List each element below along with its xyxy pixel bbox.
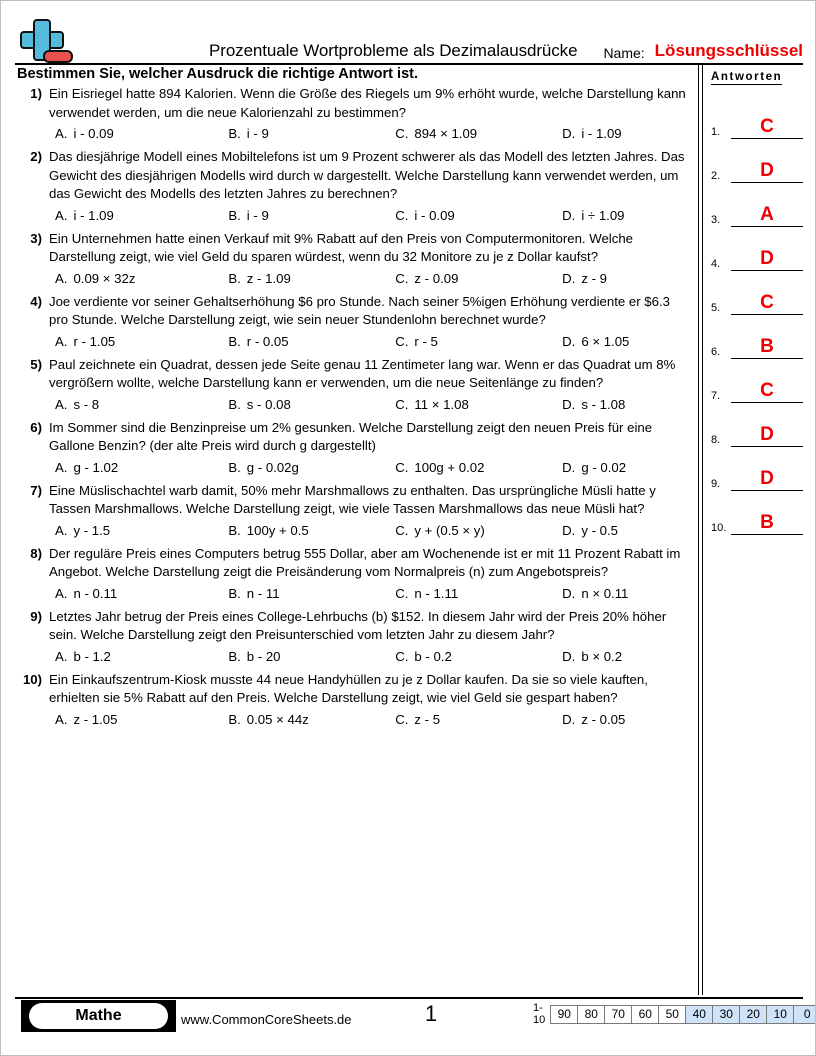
question-number: 10) <box>22 671 42 687</box>
question-body <box>49 85 691 146</box>
name-value: Lösungsschlüssel <box>654 41 803 60</box>
answer-row <box>711 403 803 447</box>
grading-scale-label: 1-10 <box>533 1002 546 1026</box>
answer-choice-letter: C. <box>395 648 409 664</box>
answer-row-value[interactable]: D <box>731 469 803 491</box>
question-number: 6) <box>30 419 42 435</box>
answer-choice-letter: A. <box>55 270 68 286</box>
subject-badge-label: Mathe <box>29 1003 168 1029</box>
answer-choice-value: s - 8 <box>73 396 100 412</box>
answer-row-value[interactable]: C <box>731 117 803 139</box>
answer-choice[interactable] <box>49 459 222 477</box>
answer-choice-letter: B. <box>228 270 241 286</box>
answer-choice[interactable] <box>556 207 691 225</box>
answer-choice-letter: D. <box>562 459 576 475</box>
question-text: Das diesjährige Modell eines Mobiltelefons ist um 9 Prozent schwerer als das Modell des letzten Jahres. Das Gewicht des diesjährigen Modells wird durch w dargestellt. Welche Darstellung kann verwendet werden, um das Gewicht des Modells des letzten Jahres zu berechnen? <box>49 149 685 201</box>
answer-choice[interactable] <box>556 270 691 288</box>
answer-choice[interactable] <box>49 648 222 666</box>
question-text: Joe verdiente vor seiner Gehaltserhöhung $6 pro Stunde. Nach seiner 5%igen Erhöhung verdiente er $6.3 pro Stunde. Welche Darstellung zeigt, wie sein neuer Stundenlohn berechnet wurde? <box>49 293 670 327</box>
answer-choice[interactable] <box>222 270 389 288</box>
answer-row <box>711 315 803 359</box>
grading-scale-boxes <box>550 1005 816 1024</box>
answer-choice[interactable] <box>556 125 691 143</box>
answer-choice-letter: C. <box>395 207 409 223</box>
answer-choice-letter: D. <box>562 207 576 223</box>
question-text: Ein Eisriegel hatte 894 Kalorien. Wenn die Größe des Riegels um 9% erhöht wurde, welche Darstellung kann verwendet werden, um die neue Kalorienzahl zu bestimmen? <box>49 86 686 120</box>
answer-choice-value: z - 0.05 <box>581 711 626 727</box>
answer-choice-value: b - 20 <box>246 648 281 664</box>
question-number: 5) <box>30 356 42 372</box>
answer-row-value[interactable]: C <box>731 293 803 315</box>
answer-choice[interactable] <box>49 333 222 351</box>
answer-choice[interactable] <box>556 711 691 729</box>
answer-choice[interactable] <box>49 585 222 603</box>
worksheet-header <box>15 17 803 69</box>
question-item <box>15 356 691 417</box>
answer-choice-letter: B. <box>228 711 241 727</box>
page-number: 1 <box>424 1001 438 1026</box>
answer-choice[interactable] <box>389 125 556 143</box>
answer-choice[interactable] <box>222 396 389 414</box>
answer-choice-value: z - 0.09 <box>414 270 459 286</box>
answer-row-number: 8. <box>711 434 721 446</box>
answer-choice-letter: A. <box>55 711 68 727</box>
grading-scale-box: 0 <box>794 1006 816 1023</box>
answer-choice-value: 100y + 0.5 <box>246 522 309 538</box>
answer-choice-letter: C. <box>395 585 409 601</box>
question-number: 9) <box>30 608 42 624</box>
answer-row-number: 2. <box>711 170 721 182</box>
answer-choice[interactable] <box>222 648 389 666</box>
answer-choice-value: s - 1.08 <box>581 396 626 412</box>
answer-choice-value: g - 1.02 <box>73 459 119 475</box>
answer-choice-value: z - 5 <box>414 711 441 727</box>
answer-choice-value: z - 1.05 <box>73 711 118 727</box>
subject-badge <box>21 1000 176 1032</box>
answer-choice-letter: B. <box>228 522 241 538</box>
answer-choice-letter: D. <box>562 522 576 538</box>
answer-choice-value: i - 0.09 <box>414 207 455 223</box>
question-number: 7) <box>30 482 42 498</box>
answer-row-number: 1. <box>711 126 721 138</box>
answer-choice-letter: C. <box>395 459 409 475</box>
answer-choice-letter: C. <box>395 711 409 727</box>
answer-choice[interactable] <box>556 585 691 603</box>
answer-row-number: 6. <box>711 346 721 358</box>
question-item <box>15 608 691 669</box>
grading-scale-box: 60 <box>632 1006 659 1023</box>
grading-scale-box: 80 <box>578 1006 605 1023</box>
answer-choice-letter: B. <box>228 207 241 223</box>
answer-choice-letter: A. <box>55 396 68 412</box>
question-item <box>15 230 691 291</box>
answer-choice[interactable] <box>389 648 556 666</box>
grading-scale-box: 20 <box>740 1006 767 1023</box>
answer-row <box>711 95 803 139</box>
question-body <box>49 419 691 480</box>
answer-row-value[interactable]: B <box>731 513 803 535</box>
question-body <box>49 230 691 291</box>
answer-row-value[interactable]: D <box>731 249 803 271</box>
footer-divider-rule <box>15 997 803 999</box>
answer-row-value[interactable]: A <box>731 205 803 227</box>
answer-choice[interactable] <box>222 585 389 603</box>
answer-choice-letter: D. <box>562 585 576 601</box>
answer-choice[interactable] <box>556 333 691 351</box>
answer-choice-value: i - 9 <box>246 207 269 223</box>
answer-choice-value: z - 1.09 <box>246 270 291 286</box>
answer-choice[interactable] <box>49 125 222 143</box>
answer-column-divider <box>698 65 704 995</box>
answer-choice-value: z - 9 <box>581 270 607 286</box>
answer-choice-value: 0.05 × 44z <box>246 711 309 727</box>
question-item <box>15 671 691 732</box>
grading-scale-box: 40 <box>686 1006 713 1023</box>
answer-row-number: 10. <box>711 522 727 534</box>
choice-row <box>49 459 691 477</box>
grading-scale-box: 50 <box>659 1006 686 1023</box>
answer-choice[interactable] <box>49 396 222 414</box>
grading-scale-box: 90 <box>551 1006 578 1023</box>
question-item <box>15 545 691 606</box>
choice-row <box>49 396 691 414</box>
answer-choice[interactable] <box>556 522 691 540</box>
name-label: Name: <box>603 45 645 61</box>
question-text: Letztes Jahr betrug der Preis eines College-Lehrbuchs (b) $152. In diesem Jahr wird der Preis 20% höher sein. Welche Darstellung zeigt den Preisunterschied vom letzten Jahr zu diesem Jahr? <box>49 608 667 642</box>
question-body <box>49 608 691 669</box>
answer-choice-letter: D. <box>562 648 576 664</box>
answer-choice-value: s - 0.08 <box>246 396 291 412</box>
question-item <box>15 419 691 480</box>
directions-text: Bestimmen Sie, welcher Ausdruck die richtige Antwort ist. <box>17 66 418 82</box>
answer-choice[interactable] <box>222 333 389 351</box>
answer-choice-letter: D. <box>562 711 576 727</box>
question-number: 1) <box>30 86 42 101</box>
answer-choice-letter: D. <box>562 396 576 412</box>
answer-choice-value: n - 0.11 <box>73 585 118 601</box>
question-item <box>15 482 691 543</box>
question-text: Der reguläre Preis eines Computers betrug 555 Dollar, aber am Wochenende ist er mit 11 Prozent Rabatt im Angebot. Welche Darstellung zeigt die Preisänderung vom Normalpreis (n) zum Angebotspreis? <box>49 545 681 579</box>
question-text: Im Sommer sind die Benzinpreise um 2% gesunken. Welche Darstellung zeigt den neuen Preis für eine Gallone Benzin? (der alte Preis wird durch g dargestellt) <box>49 419 653 453</box>
answer-choice[interactable] <box>389 711 556 729</box>
page-title: Prozentuale Wortprobleme als Dezimalausdrücke <box>209 41 578 60</box>
question-number: 2) <box>30 149 42 164</box>
answer-row <box>711 139 803 183</box>
answer-choice-letter: D. <box>562 270 576 286</box>
answer-choice-value: 0.09 × 32z <box>73 270 136 286</box>
grading-scale-box: 30 <box>713 1006 740 1023</box>
answer-choice-letter: A. <box>55 522 68 538</box>
answer-choice[interactable] <box>389 207 556 225</box>
answer-choice[interactable] <box>556 648 691 666</box>
answer-row <box>711 447 803 491</box>
answer-choice-value: 894 × 1.09 <box>414 126 478 141</box>
answer-choice-value: y + (0.5 × y) <box>414 522 485 538</box>
answer-row <box>711 491 803 535</box>
answer-choice-value: n - 1.11 <box>414 585 459 601</box>
choice-row <box>49 711 691 729</box>
question-body <box>49 293 691 354</box>
answer-choice-letter: A. <box>55 648 68 664</box>
question-number: 3) <box>30 230 42 246</box>
answer-choice-value: y - 1.5 <box>73 522 111 538</box>
answer-row-value[interactable]: B <box>731 337 803 359</box>
question-item <box>15 85 691 146</box>
answer-choice-value: b - 1.2 <box>73 648 111 664</box>
answer-row <box>711 359 803 403</box>
question-list <box>15 85 691 734</box>
header-divider-rule <box>15 63 803 65</box>
grading-scale-box: 10 <box>767 1006 794 1023</box>
answer-choice[interactable] <box>222 711 389 729</box>
answer-choice-letter: A. <box>55 585 68 601</box>
answer-choice-value: 11 × 1.08 <box>414 396 469 412</box>
answer-column-heading: Antworten <box>711 71 783 83</box>
answer-choice-value: i - 0.09 <box>73 126 114 141</box>
answer-choice-value: r - 0.05 <box>246 333 289 349</box>
answer-row <box>711 271 803 315</box>
question-text: Paul zeichnete ein Quadrat, dessen jede Seite genau 11 Zentimeter lang war. Wenn er das Quadrat um 8% vergrößern wollte, welche Darstellung kann er verwenden, um die neue Seitenlänge zu finden? <box>49 356 676 390</box>
choice-row <box>49 270 691 288</box>
answer-choice-value: r - 5 <box>414 333 438 349</box>
answer-choice-letter: C. <box>395 126 409 141</box>
choice-row <box>49 585 691 603</box>
answer-choice-letter: C. <box>395 522 409 538</box>
answer-key-column <box>711 67 803 535</box>
answer-choice-letter: B. <box>228 333 241 349</box>
answer-choice[interactable] <box>389 522 556 540</box>
answer-row-number: 3. <box>711 214 721 226</box>
answer-choice-value: i - 1.09 <box>73 207 114 223</box>
question-number: 8) <box>30 545 42 561</box>
question-body <box>49 482 691 543</box>
answer-choice-letter: C. <box>395 270 409 286</box>
plus-minus-icon <box>15 17 79 67</box>
answer-row-value[interactable]: D <box>731 425 803 447</box>
answer-choice-letter: D. <box>562 333 576 349</box>
answer-choice[interactable] <box>556 459 691 477</box>
answer-choice-letter: A. <box>55 126 68 141</box>
answer-choice[interactable] <box>222 207 389 225</box>
question-item <box>15 293 691 354</box>
answer-choice[interactable] <box>389 585 556 603</box>
answer-choice[interactable] <box>389 333 556 351</box>
answer-choice[interactable] <box>389 270 556 288</box>
question-body <box>49 545 691 606</box>
answer-choice-value: y - 0.5 <box>581 522 618 538</box>
answer-choice-letter: C. <box>395 333 409 349</box>
title-row <box>79 17 803 63</box>
grading-scale-box: 70 <box>605 1006 632 1023</box>
question-body <box>49 671 691 732</box>
question-text: Ein Unternehmen hatte einen Verkauf mit 9% Rabatt auf den Preis von Computermonitoren. Welche Darstellung zeigt, wie viel Geld du sparen würdest, wenn du 32 Monitore zu je z Dollar kaufst? <box>49 230 633 264</box>
answer-choice-value: n - 11 <box>246 585 280 601</box>
answer-choice-letter: C. <box>395 396 409 412</box>
answer-choice-value: b - 0.2 <box>414 648 452 664</box>
answer-choice-value: g - 0.02g <box>246 459 299 475</box>
answer-row <box>711 227 803 271</box>
answer-choice-value: i ÷ 1.09 <box>581 207 625 223</box>
answer-choice[interactable] <box>222 522 389 540</box>
choice-row <box>49 648 691 666</box>
answer-choice-value: n × 0.11 <box>581 585 629 601</box>
plus-center-fill <box>35 33 49 47</box>
answer-row-number: 7. <box>711 390 721 402</box>
answer-row <box>711 183 803 227</box>
grading-scale <box>533 1002 816 1026</box>
choice-row <box>49 522 691 540</box>
answer-choice[interactable] <box>49 207 222 225</box>
answer-choice-letter: A. <box>55 459 68 475</box>
answer-choice[interactable] <box>49 711 222 729</box>
answer-choice-value: 100g + 0.02 <box>414 459 485 475</box>
answer-row-number: 5. <box>711 302 721 314</box>
answer-choice[interactable] <box>222 125 389 143</box>
answer-choice-value: g - 0.02 <box>581 459 627 475</box>
answer-choice[interactable] <box>556 396 691 414</box>
choice-row <box>49 333 691 351</box>
answer-choice-letter: B. <box>228 585 241 601</box>
choice-row <box>49 125 691 143</box>
answer-choice-letter: B. <box>228 459 241 475</box>
question-text: Eine Müslischachtel warb damit, 50% mehr Marshmallows zu enthalten. Das ursprüngliche Müsli hatte y Tassen Marshmallows. Welche Darstellung zeigt, wie viele Tassen Marshmallows das neue Müsli hat? <box>49 482 656 516</box>
answer-choice[interactable] <box>49 522 222 540</box>
answer-choice-letter: A. <box>55 207 68 223</box>
answer-choice-letter: B. <box>228 648 241 664</box>
answer-choice-value: 6 × 1.05 <box>581 333 630 349</box>
answer-choice[interactable] <box>222 459 389 477</box>
answer-choice-value: i - 1.09 <box>581 126 622 141</box>
answer-choice-value: i - 9 <box>246 126 269 141</box>
answer-choice[interactable] <box>389 396 556 414</box>
question-body <box>49 356 691 417</box>
answer-choice-letter: A. <box>55 333 68 349</box>
answer-choice-value: r - 1.05 <box>73 333 116 349</box>
answer-choice[interactable] <box>389 459 556 477</box>
answer-choice-value: b × 0.2 <box>581 648 623 664</box>
website-url: www.CommonCoreSheets.de <box>181 1012 352 1027</box>
answer-choice[interactable] <box>49 270 222 288</box>
answer-row-value[interactable]: D <box>731 161 803 183</box>
answer-row-value[interactable]: C <box>731 381 803 403</box>
minus-bar <box>43 50 73 63</box>
answer-choice-letter: B. <box>228 126 241 141</box>
answer-row-number: 4. <box>711 258 721 270</box>
question-item <box>15 148 691 228</box>
question-text: Ein Einkaufszentrum-Kiosk musste 44 neue Handyhüllen zu je z Dollar kaufen. Da sie so viele kauften, erhielten sie 5% Rabatt auf den Preis. Welche Darstellung zeigt, wie viel Geld sie gespart haben? <box>49 671 648 705</box>
answer-choice-letter: D. <box>562 126 576 141</box>
answer-row-number: 9. <box>711 478 721 490</box>
question-body <box>49 148 691 228</box>
question-number: 4) <box>30 293 42 309</box>
answer-choice-letter: B. <box>228 396 241 412</box>
choice-row <box>49 207 691 225</box>
